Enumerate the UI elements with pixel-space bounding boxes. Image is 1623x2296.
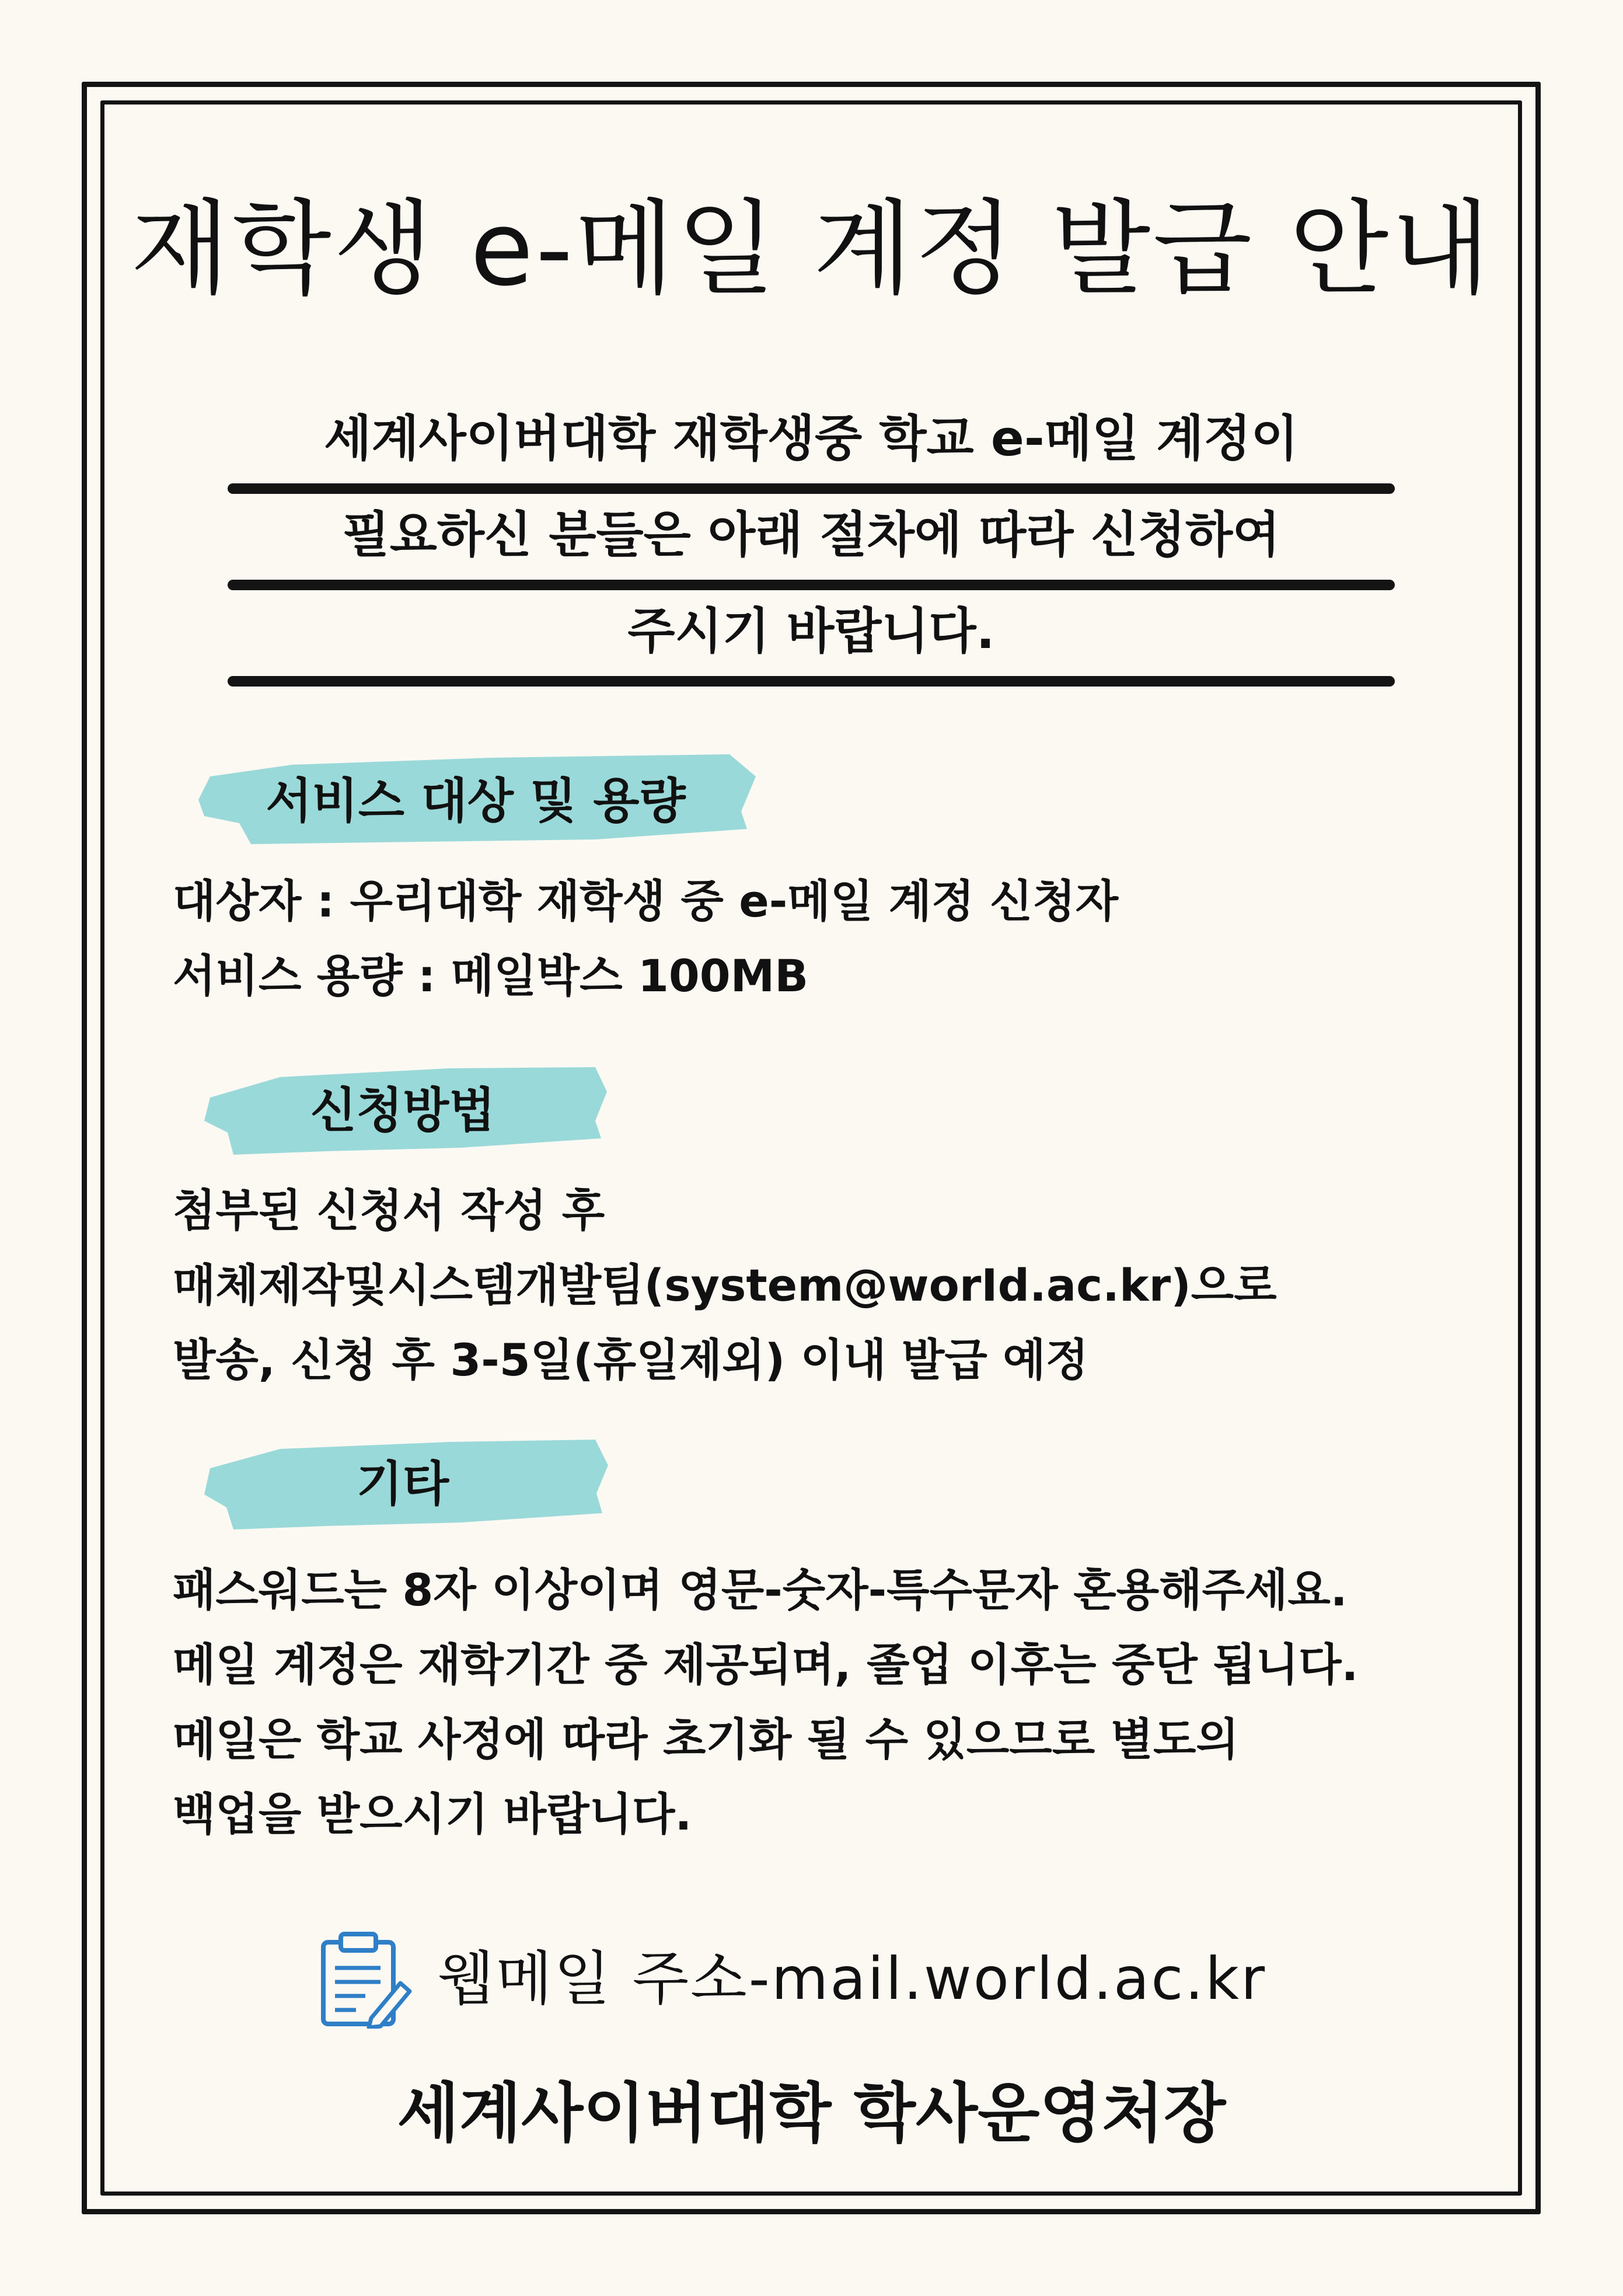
etc-line-3: 메일은 학교 사정에 따라 초기화 될 수 있으므로 별도의 bbox=[173, 1713, 1239, 1765]
apply-step-line-3: 발송, 신청 후 3-5일(휴일제외) 이내 발급 예정 bbox=[173, 1334, 1089, 1386]
intro-line-1: 세계사이버대학 재학생중 학교 e-메일 계정이 bbox=[324, 410, 1299, 467]
webmail-text: 웹메일 주소-mail.world.ac.kr bbox=[438, 1945, 1267, 2013]
apply-details bbox=[173, 1173, 1468, 1398]
section-heading-etc bbox=[193, 1424, 613, 1541]
clipboard-edit-icon bbox=[315, 1929, 414, 2029]
etc-line-1: 패스워드는 8자 이상이며 영문-숫자-특수문자 혼용해주세요. bbox=[173, 1564, 1348, 1616]
section-heading-apply bbox=[193, 1051, 613, 1168]
section-label-etc: 기타 bbox=[356, 1457, 449, 1512]
service-target-line: 대상자 : 우리대학 재학생 중 e-메일 계정 신청자 bbox=[173, 875, 1119, 927]
apply-step-line-1: 첨부된 신청서 작성 후 bbox=[173, 1184, 605, 1236]
section-heading-service bbox=[187, 741, 765, 858]
etc-line-2: 메일 계정은 재학기간 중 제공되며, 졸업 이후는 중단 됩니다. bbox=[173, 1639, 1359, 1691]
divider-2 bbox=[228, 580, 1395, 590]
webmail-address bbox=[315, 1926, 1266, 2032]
footer-signature: 세계사이버대학 학사운영처장 bbox=[397, 2076, 1226, 2151]
divider-3 bbox=[228, 676, 1395, 687]
service-capacity-line: 서비스 용량 : 메일박스 100MB bbox=[173, 950, 809, 1002]
page-title: 재학생 e-메일 계정 발급 안내 bbox=[130, 189, 1493, 309]
intro-line-3: 주시기 바랍니다. bbox=[627, 602, 995, 660]
etc-details bbox=[173, 1553, 1468, 1852]
section-label-service: 서비스 대상 및 용량 bbox=[266, 774, 686, 829]
section-label-apply: 신청방법 bbox=[310, 1083, 495, 1138]
apply-step-line-2: 매체제작및시스템개발팀(system@worId.ac.kr)으로 bbox=[173, 1259, 1277, 1311]
service-details bbox=[173, 864, 1468, 1013]
intro-line-2: 필요하신 분들은 아래 절차에 따라 신청하여 bbox=[342, 506, 1280, 563]
divider-1 bbox=[228, 483, 1395, 494]
etc-line-4: 백업을 받으시기 바랍니다. bbox=[173, 1788, 692, 1840]
